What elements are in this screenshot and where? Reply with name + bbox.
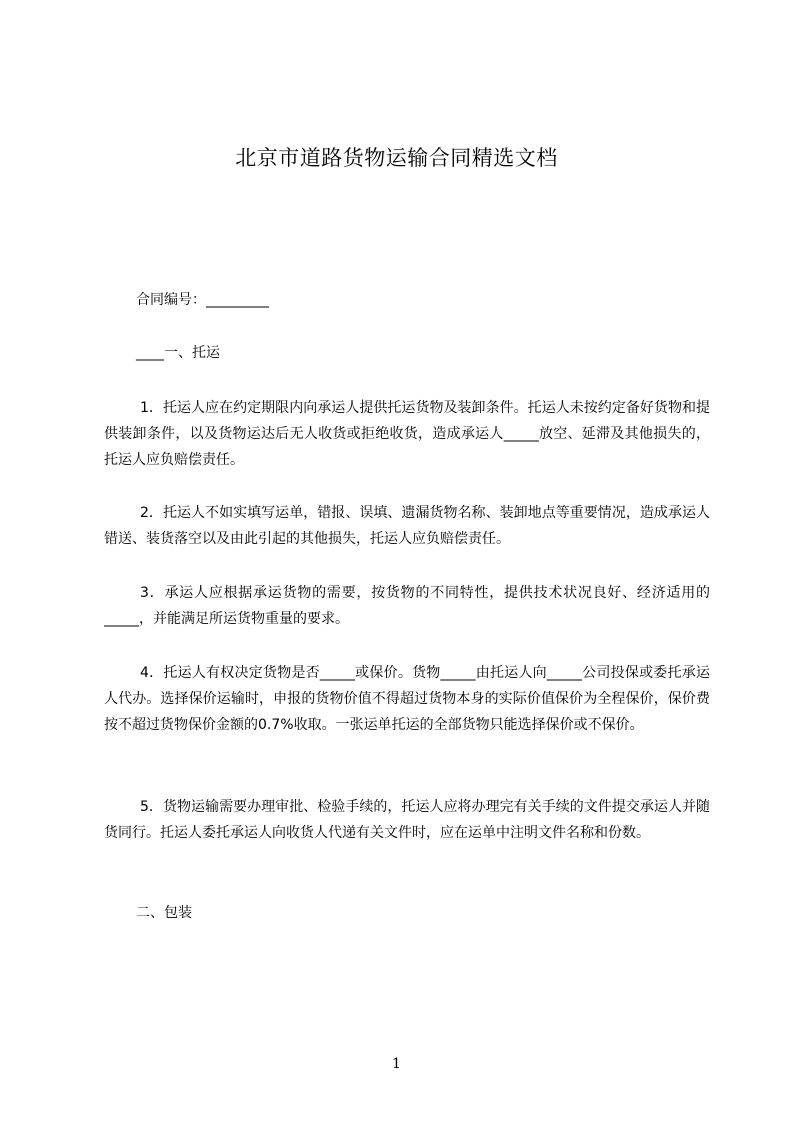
paragraph-2: 2．托运人不如实填写运单，错报、误填、遗漏货物名称、装卸地点等重要情况，造成承运人错送、装货落空以及由此引起的其他损失，托运人应负赔偿责任。 — [104, 505, 710, 547]
document-title: 北京市道路货物运输合同精选文档 — [235, 146, 558, 170]
page-number: 1 — [392, 1056, 401, 1072]
paragraph-1: 1．托运人应在约定期限内向承运人提供托运货物及装卸条件。托运人未按约定备好货物和提供装卸条件，以及货物运达后无人收货或拒绝收货，造成承运人_____放空、延滞及其他损失的，托运人应负赔偿责任。 — [104, 400, 710, 468]
paragraph-4: 4．托运人有权决定货物是否_____或保价。货物_____由托运人向_____公司投保或委托承运人代办。选择保价运输时，申报的货物价值不得超过货物本身的实际价值保价为全程保价，保价费按不超过货物保价金额的0.7%收取。一张运单托运的全部货物只能选择保价或不保价。 — [104, 665, 710, 733]
paragraph-5: 5．货物运输需要办理审批、检验手续的，托运人应将办理完有关手续的文件提交承运人并随货同行。托运人委托承运人向收货人代递有关文件时，应在运单中注明文件名称和份数。 — [104, 799, 710, 841]
section-one-heading: ____一、托运 — [136, 345, 220, 361]
contract-number-line: 合同编号：_________ — [136, 292, 269, 308]
paragraph-3: 3．承运人应根据承运货物的需要，按货物的不同特性，提供技术状况良好、经济适用的_____，并能满足所运货物重量的要求。 — [104, 585, 710, 627]
section-two-heading: 二、包装 — [136, 905, 192, 921]
